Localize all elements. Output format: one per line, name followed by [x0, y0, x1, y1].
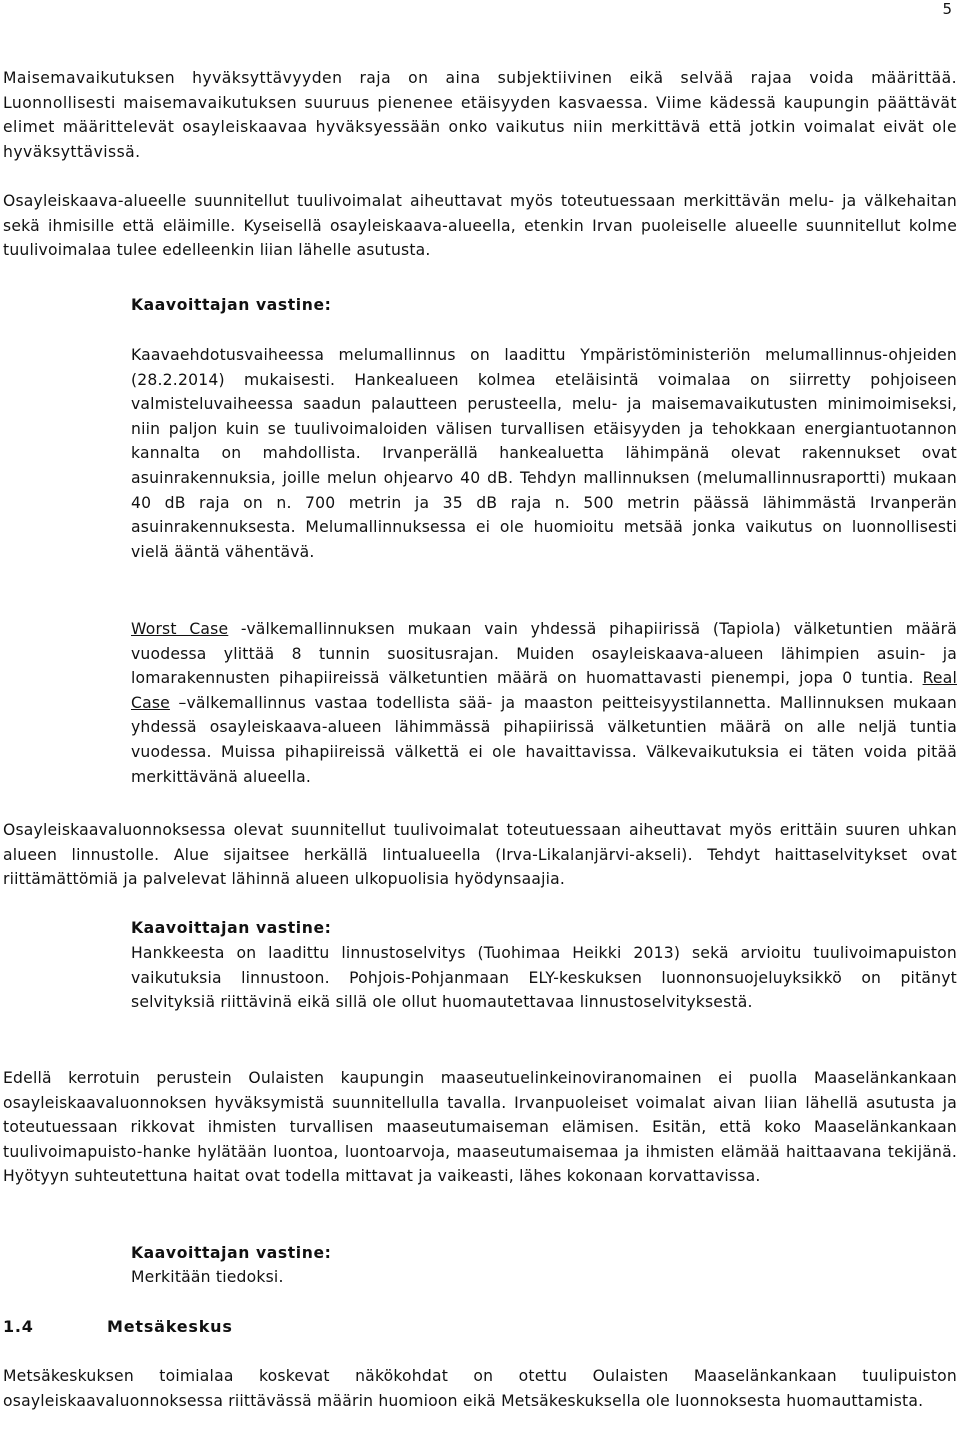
- paragraph-metsakeskus: Metsäkeskuksen toimialaa koskevat näkökohdat on otettu Oulaisten Maaselänkankaan tuulipuiston osayleiskaavaluonnoksessa riittävässä määrin huomioon eikä Metsäkeskuksella ole luonnoksesta huomauttamista.: [3, 1367, 957, 1410]
- real-case-label: Real Case: [131, 669, 957, 712]
- response-text-noted: Merkitään tiedoksi.: [131, 1268, 284, 1286]
- paragraph-conclusion: Edellä kerrotuin perustein Oulaisten kaupungin maaseutuelinkeinoviranomainen ei puolla Maaselänkankaan osayleiskaavaluonnoksen hyväksymistä suunnitellulla tavalla. Irvanpuoleiset voimalat aivan liian lähellä asutusta ja toteutuessaan rikkovat ihmisten turvallisen maaseutumaiseman elämisen. Esitän, että koko Maaselänkankaan tuulivoimapuisto-hanke hylätään luontoa, luontoarvoja, maaseutumaisemaa ja ihmisten elämää haittaavana tekijänä. Hyötyyn suhteutettuna haitat ovat todella mittavat ja vaikeasti, lähes kokonaan korvattavissa.: [3, 1069, 957, 1186]
- real-case-text: –välkemallinnus vastaa todellista sää- ja maaston peitteisyystilannetta. Mallinnuksen mukaan yhdessä osayleiskaava-alueen lähimmässä pihapiirissä välketuntien määrä on alle neljä tuntia vuodessa. Muissa pihapiireissä välkettä ei ole havaittavissa. Välkevaikutuksia ei täten voida pitää merkittävänä alueella.: [131, 693, 957, 786]
- section-heading-metsakeskus: [3, 1317, 233, 1336]
- response-text-birdlife: Hankkeesta on laadittu linnustoselvitys (Tuohimaa Heikki 2013) sekä arvioitu tuulivoimapuiston vaikutuksia linnustoon. Pohjois-Pohjanmaan ELY-keskuksen luonnonsuojeluyksikkö on pitänyt selvityksiä riittävinä eikä sillä ole ollut huomautettavaa linnustoselvityksestä.: [131, 944, 957, 1012]
- response-heading-1: Kaavoittajan vastine:: [131, 296, 332, 314]
- response-heading-3: Kaavoittajan vastine:: [131, 1244, 332, 1262]
- worst-case-text: -välkemallinnuksen mukaan vain yhdessä pihapiirissä (Tapiola) välketuntien määrä vuodessa ylittää 8 tunnin suositusrajan. Muiden osayleiskaava-alueen lähimpien asuin- ja lomarakennusten pihapiireissä välketuntien määrä on huomattavasti pienempi, jopa 0 tuntia.: [131, 620, 957, 688]
- paragraph-flicker-modelling: [131, 617, 957, 789]
- paragraph-birdlife: Osayleiskaavaluonnoksessa olevat suunnitellut tuulivoimalat toteutuessaan aiheuttavat myös erittäin suuren uhkan alueen linnustolle. Alue sijaitsee herkällä lintualueella (Irva-Likalanjärvi-akseli). Tehdyt haittaselvitykset ovat riittämättömiä ja palvelevat lähinnä alueen ulkopuolisia hyödynsaajia.: [3, 821, 957, 889]
- worst-case-label: Worst Case: [131, 620, 229, 638]
- paragraph-noise-flicker: Osayleiskaava-alueelle suunnitellut tuulivoimalat aiheuttavat myös toteutuessaan merkittävän melu- ja välkehaitan sekä ihmisille että eläimille. Kyseisellä osayleiskaava-alueella, etenkin Irvan puoleiselle alueelle suunnitellut kolme tuulivoimalaa tulee edelleenkin liian lähelle asutusta.: [3, 192, 957, 260]
- response-text-noise: Kaavaehdotusvaiheessa melumallinnus on laadittu Ympäristöministeriön melumallinnus-ohjeiden (28.2.2014) mukaisesti. Hankealueen kolmea eteläisintä voimalaa on siirretty pohjoiseen valmisteluvaiheessa saadun palautteen perusteella, melu- ja maisemavaikutusten minimoimiseksi, niin paljon kuin se tuulivoimaloiden välisen turvallisen etäisyyden ja tehokkaan energiantuotannon kannalta on mahdollista. Irvanperällä hankealuetta lähimpänä olevat rakennukset ovat asuinrakennuksia, joille melun ohjearvo 40 dB. Tehdyn mallinnuksen (melumallinnusraportti) mukaan 40 dB raja on n. 700 metrin ja 35 dB raja n. 500 metrin päässä lähimmästä Irvanperän asuinrakennuksesta. Melumallinnuksessa ei ole huomioitu metsää jonka vaikutus on luonnollisesti vielä ääntä vähentävä.: [131, 346, 957, 561]
- page-number: 5: [942, 0, 952, 18]
- response-heading-2: Kaavoittajan vastine:: [131, 919, 332, 937]
- section-title: Metsäkeskus: [107, 1317, 233, 1336]
- section-number: 1.4: [3, 1317, 34, 1336]
- paragraph-landscape-impact: Maisemavaikutuksen hyväksyttävyyden raja on aina subjektiivinen eikä selvää rajaa voida määrittää. Luonnollisesti maisemavaikutuksen suuruus pienenee etäisyyden kasvaessa. Viime kädessä kaupungin päättävät elimet määrittelevät osayleiskaavaa hyväksyessään onko vaikutus niin merkittävä että jotkin voimalat eivät ole hyväksyttävissä.: [3, 69, 957, 161]
